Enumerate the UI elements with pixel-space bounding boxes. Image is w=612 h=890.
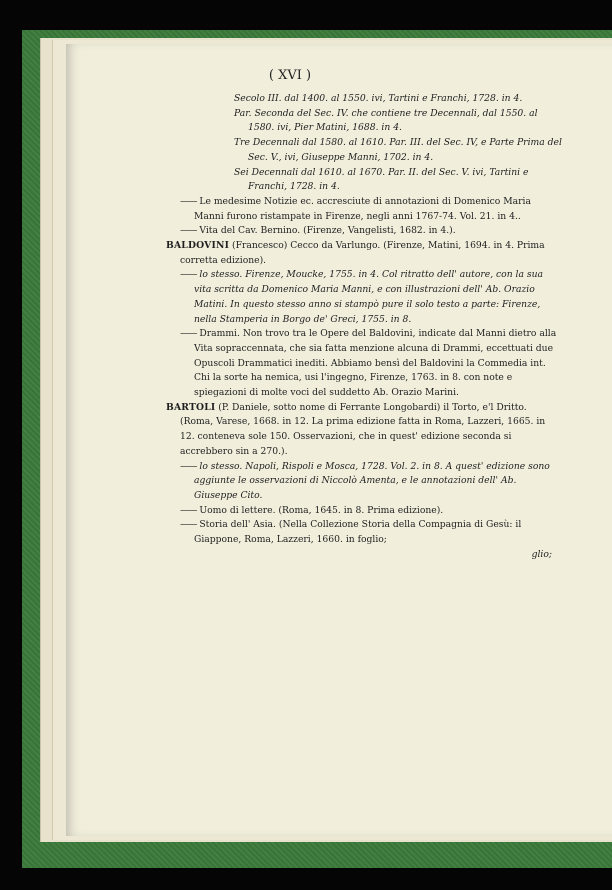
author-bartoli: BARTOLI	[166, 401, 216, 413]
entry-13	[166, 518, 562, 547]
entry-2: Par. Seconda del Sec. IV. che contiene tre Decennali, dal 1550. al 1580. ivi, Pier Matini, 1688. in 4.	[234, 107, 538, 134]
catchword: glio;	[531, 548, 552, 560]
entry-8-text: lo stesso. Firenze, Moucke, 1755. in 4. Col ritratto dell' autore, con la sua vita scritta da Domenico Maria Manni, e con illustrazioni dell' Ab. Orazio Matini. In questo stesso anno si stampò pure il solo testo a parte: Firenze, nella Stamperia in Borgo de' Greci, 1755. in 8.	[194, 269, 543, 325]
entry-3: Tre Decennali dal 1580. al 1610. Par. III. del Sec. IV, e Parte Prima del Sec. V., ivi, Giuseppe Manni, 1702. in 4.	[234, 137, 562, 163]
entry-4: Sei Decennali dal 1610. al 1670. Par. II. del Sec. V. ivi, Tartini e Franchi, 1728. in 4.	[234, 166, 529, 193]
entry-5-text: Le medesime Notizie ec. accresciute di annotazioni di Domenico Maria Manni furono ristampate in Firenze, negli anni 1767-74. Vol. 21. in 4..	[194, 195, 531, 222]
entry-7-text: (Francesco) Cecco da Varlungo. (Firenze, Matini, 1694. in 4. Prima corretta edizione).	[180, 240, 545, 266]
entry-11	[166, 460, 562, 504]
entry-13-text: Storia dell' Asia. (Nella Collezione Storia della Compagnia di Gesù: il Giappone, Roma, Lazzeri, 1660. in foglio;	[194, 519, 522, 546]
entry-10-text: (P. Daniele, sotto nome di Ferrante Longobardi) il Torto, e'l Dritto. (Roma, Varese, 1668. in 12. La prima edizione fatta in Roma, Lazzeri, 1665. in 12. conteneva sole 150. Osservazioni, che in quest' edizione seconda si accrebbero sin a 270.).	[180, 401, 546, 457]
dash-mark: ——	[180, 195, 197, 207]
entry-7	[166, 239, 562, 268]
entry-6-text: Vita del Cav. Bernino. (Firenze, Vangelisti, 1682. in 4.).	[199, 225, 456, 237]
page-text	[166, 92, 562, 563]
dash-mark: ——	[180, 504, 197, 516]
dash-mark: ——	[180, 328, 197, 340]
dash-mark: ——	[180, 519, 197, 531]
entry-8	[166, 268, 562, 327]
page-number: ( XVI )	[268, 68, 312, 83]
entry-12-text: Uomo di lettere. (Roma, 1645. in 8. Prima edizione).	[199, 504, 444, 516]
author-baldovini: BALDOVINI	[166, 240, 230, 252]
dash-mark: ——	[180, 460, 197, 472]
entry-9-text: Drammi. Non trovo tra le Opere del Baldovini, indicate dal Manni dietro alla Vita sopraccennata, che sia fatta menzione alcuna di Drammi, eccettuati due Opuscoli Drammatici inediti. Abbiamo bensì del Baldovini la Commedia int. Chi la sorte ha nemica, usi l'ingegno, Firenze, 1763. in 8. con note e spiegazioni di molte voci del suddetto Ab. Orazio Marini.	[194, 328, 557, 399]
entry-11-text: lo stesso. Napoli, Rispoli e Mosca, 1728. Vol. 2. in 8. A quest' edizione sono aggiunte le osservazioni di Niccolò Amenta, e le annotazioni dell' Ab. Giuseppe Cito.	[194, 460, 550, 501]
entry-9	[166, 327, 562, 401]
entry-6	[166, 224, 562, 239]
entry-5	[166, 195, 562, 224]
dash-mark: ——	[180, 225, 197, 237]
entry-12	[166, 504, 562, 519]
dash-mark: ——	[180, 269, 197, 281]
entry-10	[166, 401, 562, 460]
entry-1: Secolo III. dal 1400. al 1550. ivi, Tartini e Franchi, 1728. in 4.	[234, 93, 523, 104]
